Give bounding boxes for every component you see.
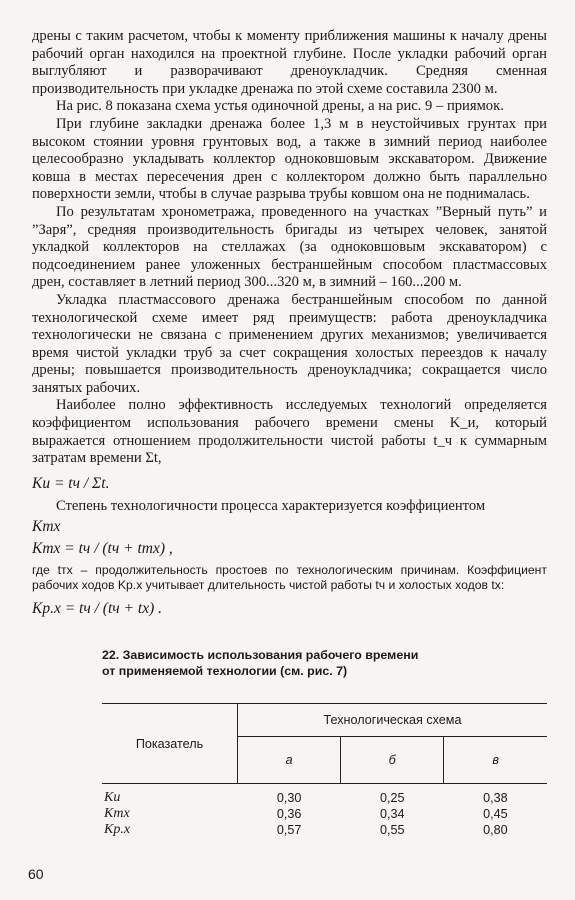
table-cell: 0,34: [379, 807, 405, 822]
table-col-b: б: [341, 737, 444, 784]
table-caption: [102, 647, 482, 679]
paragraph-6: Наиболее полно эффективность исследуемых технологий определяется коэффициентом использования рабочего времени смены K_и, который выражается отношением продолжительности чистой работы t_ч к суммарным затратам времени Σt,: [32, 397, 547, 467]
table-row: [102, 806, 547, 822]
row-label: Kтх: [104, 806, 130, 822]
table-header-indicator: Показатель: [102, 704, 238, 784]
row-label: Kр.х: [104, 822, 131, 838]
page-number: 60: [28, 866, 44, 882]
formula-ktx: Kтх = tч / (tч + tтх) ,: [32, 540, 173, 558]
table-cell: 0,30: [276, 791, 302, 806]
paragraph-7: Степень технологичности процесса характеризуется коэффициентом: [56, 497, 486, 514]
table-col-v: в: [444, 737, 547, 784]
row-label: Kи: [104, 790, 121, 806]
table-header-scheme: Технологическая схема: [238, 704, 548, 737]
table-row: [102, 784, 547, 807]
table-row: [102, 822, 547, 838]
table-cell: 0,38: [483, 791, 508, 806]
paragraph-3: При глубине закладки дренажа более 1,3 м в неустойчивых грунтах при высоком стоянии уровня грунтовых вод, а также в зимний период наиболее целесообразно укладывать коллектор одноковшовым экскаватором. Движение ковша в местах пересечения дрен с коллектором должно быть параллельно поверхности земли, чтобы в случае разрыва трубы ковшом она не поднималась.: [32, 115, 547, 203]
data-table: [102, 703, 547, 838]
table-cell: 0,55: [379, 823, 405, 838]
table-caption-line-1: 22. Зависимость использования рабочего времени: [102, 648, 419, 663]
paragraph-4: По результатам хронометража, проведенного на участках ”Верный путь” и ”Заря”, средняя производительность бригады из четырех человек, занятой укладкой коллекторов на стеллажах (за одноковшовым экскаватором) с подсоединением ранее уложенных бестраншейным способом пластмассовых дрен, составляет в летний период 300...320 м, в зимний – 160...200 м.: [32, 203, 547, 291]
formula-ki: Kи = tч / Σt.: [32, 474, 110, 492]
formula-note: где tтх – продолжительность простоев по технологическим причинам. Коэффициент рабочих ходов Kр.х учитывает длительность чистой работы tч и холостых ходов tх:: [32, 563, 547, 593]
table-cell: 0,57: [276, 823, 302, 838]
table-col-a: а: [238, 737, 341, 784]
formula-krx: Kр.х = tч / (tч + tх) .: [32, 600, 162, 618]
table-cell: 0,36: [276, 807, 302, 822]
page-body: [32, 28, 547, 838]
table-cell: 0,45: [483, 807, 508, 822]
paragraph-5: Укладка пластмассового дренажа бестраншейным способом по данной технологической схеме имеет ряд преимуществ: работа дреноукладчика технологически не связана с применением других механизмов; увеличивается время чистой укладки труб за счет сокращения холостых переездов к началу дрены; повышается производительность дреноукладчика; сокращается число занятых рабочих.: [32, 291, 547, 396]
table-cell: 0,80: [483, 823, 508, 838]
ktx-label: Kтх: [32, 518, 61, 536]
paragraph-1: дрены с таким расчетом, чтобы к моменту приближения машины к началу дрены рабочий орган находился на проектной глубине. После укладки рабочий орган выглубляют и разворачивают дреноукладчик. Средняя сменная производительность при укладке дренажа по этой схеме составила 2300 м.: [32, 28, 547, 97]
paragraph-2: На рис. 8 показана схема устья одиночной дрены, а на рис. 9 – приямок.: [56, 98, 504, 115]
table-caption-line-2: от применяемой технологии (см. рис. 7): [102, 664, 348, 679]
table-cell: 0,25: [379, 791, 405, 806]
